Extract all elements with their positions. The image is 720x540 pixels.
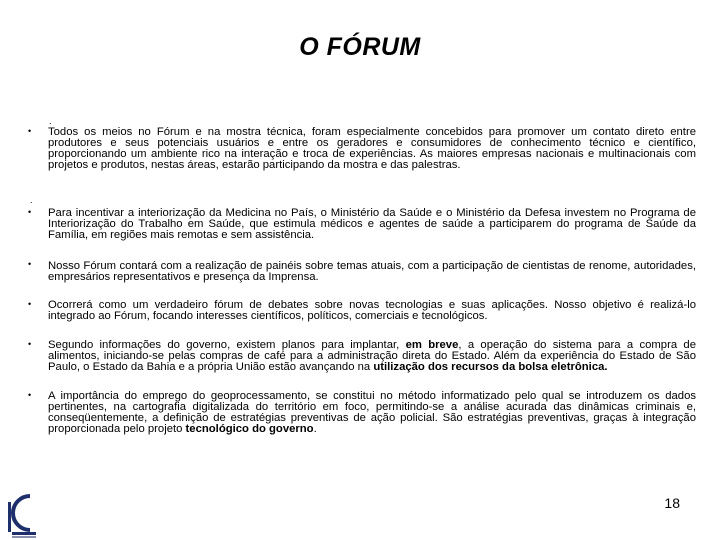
bullet-paragraph bbox=[48, 127, 696, 171]
emphasized-text: em breve bbox=[405, 339, 459, 351]
institution-logo-icon bbox=[0, 490, 38, 540]
paragraph-text: Ocorrerá como um verdadeiro fórum de debates sobre novas tecnologias e suas aplicações. Nosso objetivo é realizá-lo integrado ao Fórum, focando interesses científicos, políticos, comerciais e tecnológicos. bbox=[48, 299, 696, 322]
bullet-marker: • bbox=[28, 299, 32, 309]
paragraph-text: Todos os meios no Fórum e na mostra técnica, foram especialmente concebidos para promover um contato direto entre produtores e seus potenciais usuários e entre os geradores e consumidores de conhecimento técnico e científico, proporcionando um ambiente rico na interação e troca de experiências. As maiores empresas nacionais e multinacionais com projetos e produtos, nestas áreas, estarão participando da mostra e das palestras. bbox=[48, 126, 696, 171]
bullet-marker: • bbox=[28, 339, 32, 349]
stray-dot: . bbox=[49, 116, 52, 126]
slide-title: O FÓRUM bbox=[299, 33, 421, 61]
bullet-paragraph bbox=[48, 340, 696, 373]
emphasized-text: utilização dos recursos da bolsa eletrônica. bbox=[373, 361, 608, 373]
bullet-paragraph bbox=[48, 300, 696, 322]
bullet-marker: • bbox=[28, 259, 32, 269]
bullet-marker: • bbox=[28, 390, 32, 400]
emphasized-text: tecnológico do governo bbox=[185, 423, 314, 435]
paragraph-text: , a operação do sistema para a compra de alimentos, iniciando-se pelas compras de café para a administração direta do Estado. Além da experiência do Estado de São Paulo, o Estado da Bahia e a própria União estão avançando na bbox=[48, 339, 696, 373]
page-number: 18 bbox=[664, 495, 680, 511]
bullet-marker: • bbox=[28, 207, 32, 217]
bullet-paragraph bbox=[48, 391, 696, 435]
paragraph-text: Para incentivar a interiorização da Medicina no País, o Ministério da Saúde e o Ministério da Defesa investem no Programa de Interiorização do Trabalho em Saúde, que estimula médicos e agentes de saúde a participarem do programa de Saúde da Família, em regiões mais remotas e sem assistência. bbox=[48, 207, 696, 241]
bullet-paragraph bbox=[48, 261, 696, 283]
paragraph-text: A importância do emprego do geoprocessamento, se constitui no método informatizado pelo qual se introduzem os dados pertinentes, na cartografia digitalizada do território em foco, permitindo-se a análise acurada das dinâmicas criminais e, conseqüentemente, a definição de estratégias preventivas de ação policial. São estratégias preventivas, graças à integração proporcionada pelo projeto bbox=[48, 390, 696, 435]
stray-dot: . bbox=[30, 195, 33, 205]
paragraph-text: . bbox=[313, 423, 317, 435]
paragraph-text: Segundo informações do governo, existem planos para implantar, bbox=[48, 339, 406, 351]
bullet-paragraph bbox=[48, 208, 696, 241]
bullet-marker: • bbox=[28, 126, 32, 136]
paragraph-text: Nosso Fórum contará com a realização de painéis sobre temas atuais, com a participação de cientistas de renome, autoridades, empresários representativos e presença da Imprensa. bbox=[48, 260, 696, 283]
